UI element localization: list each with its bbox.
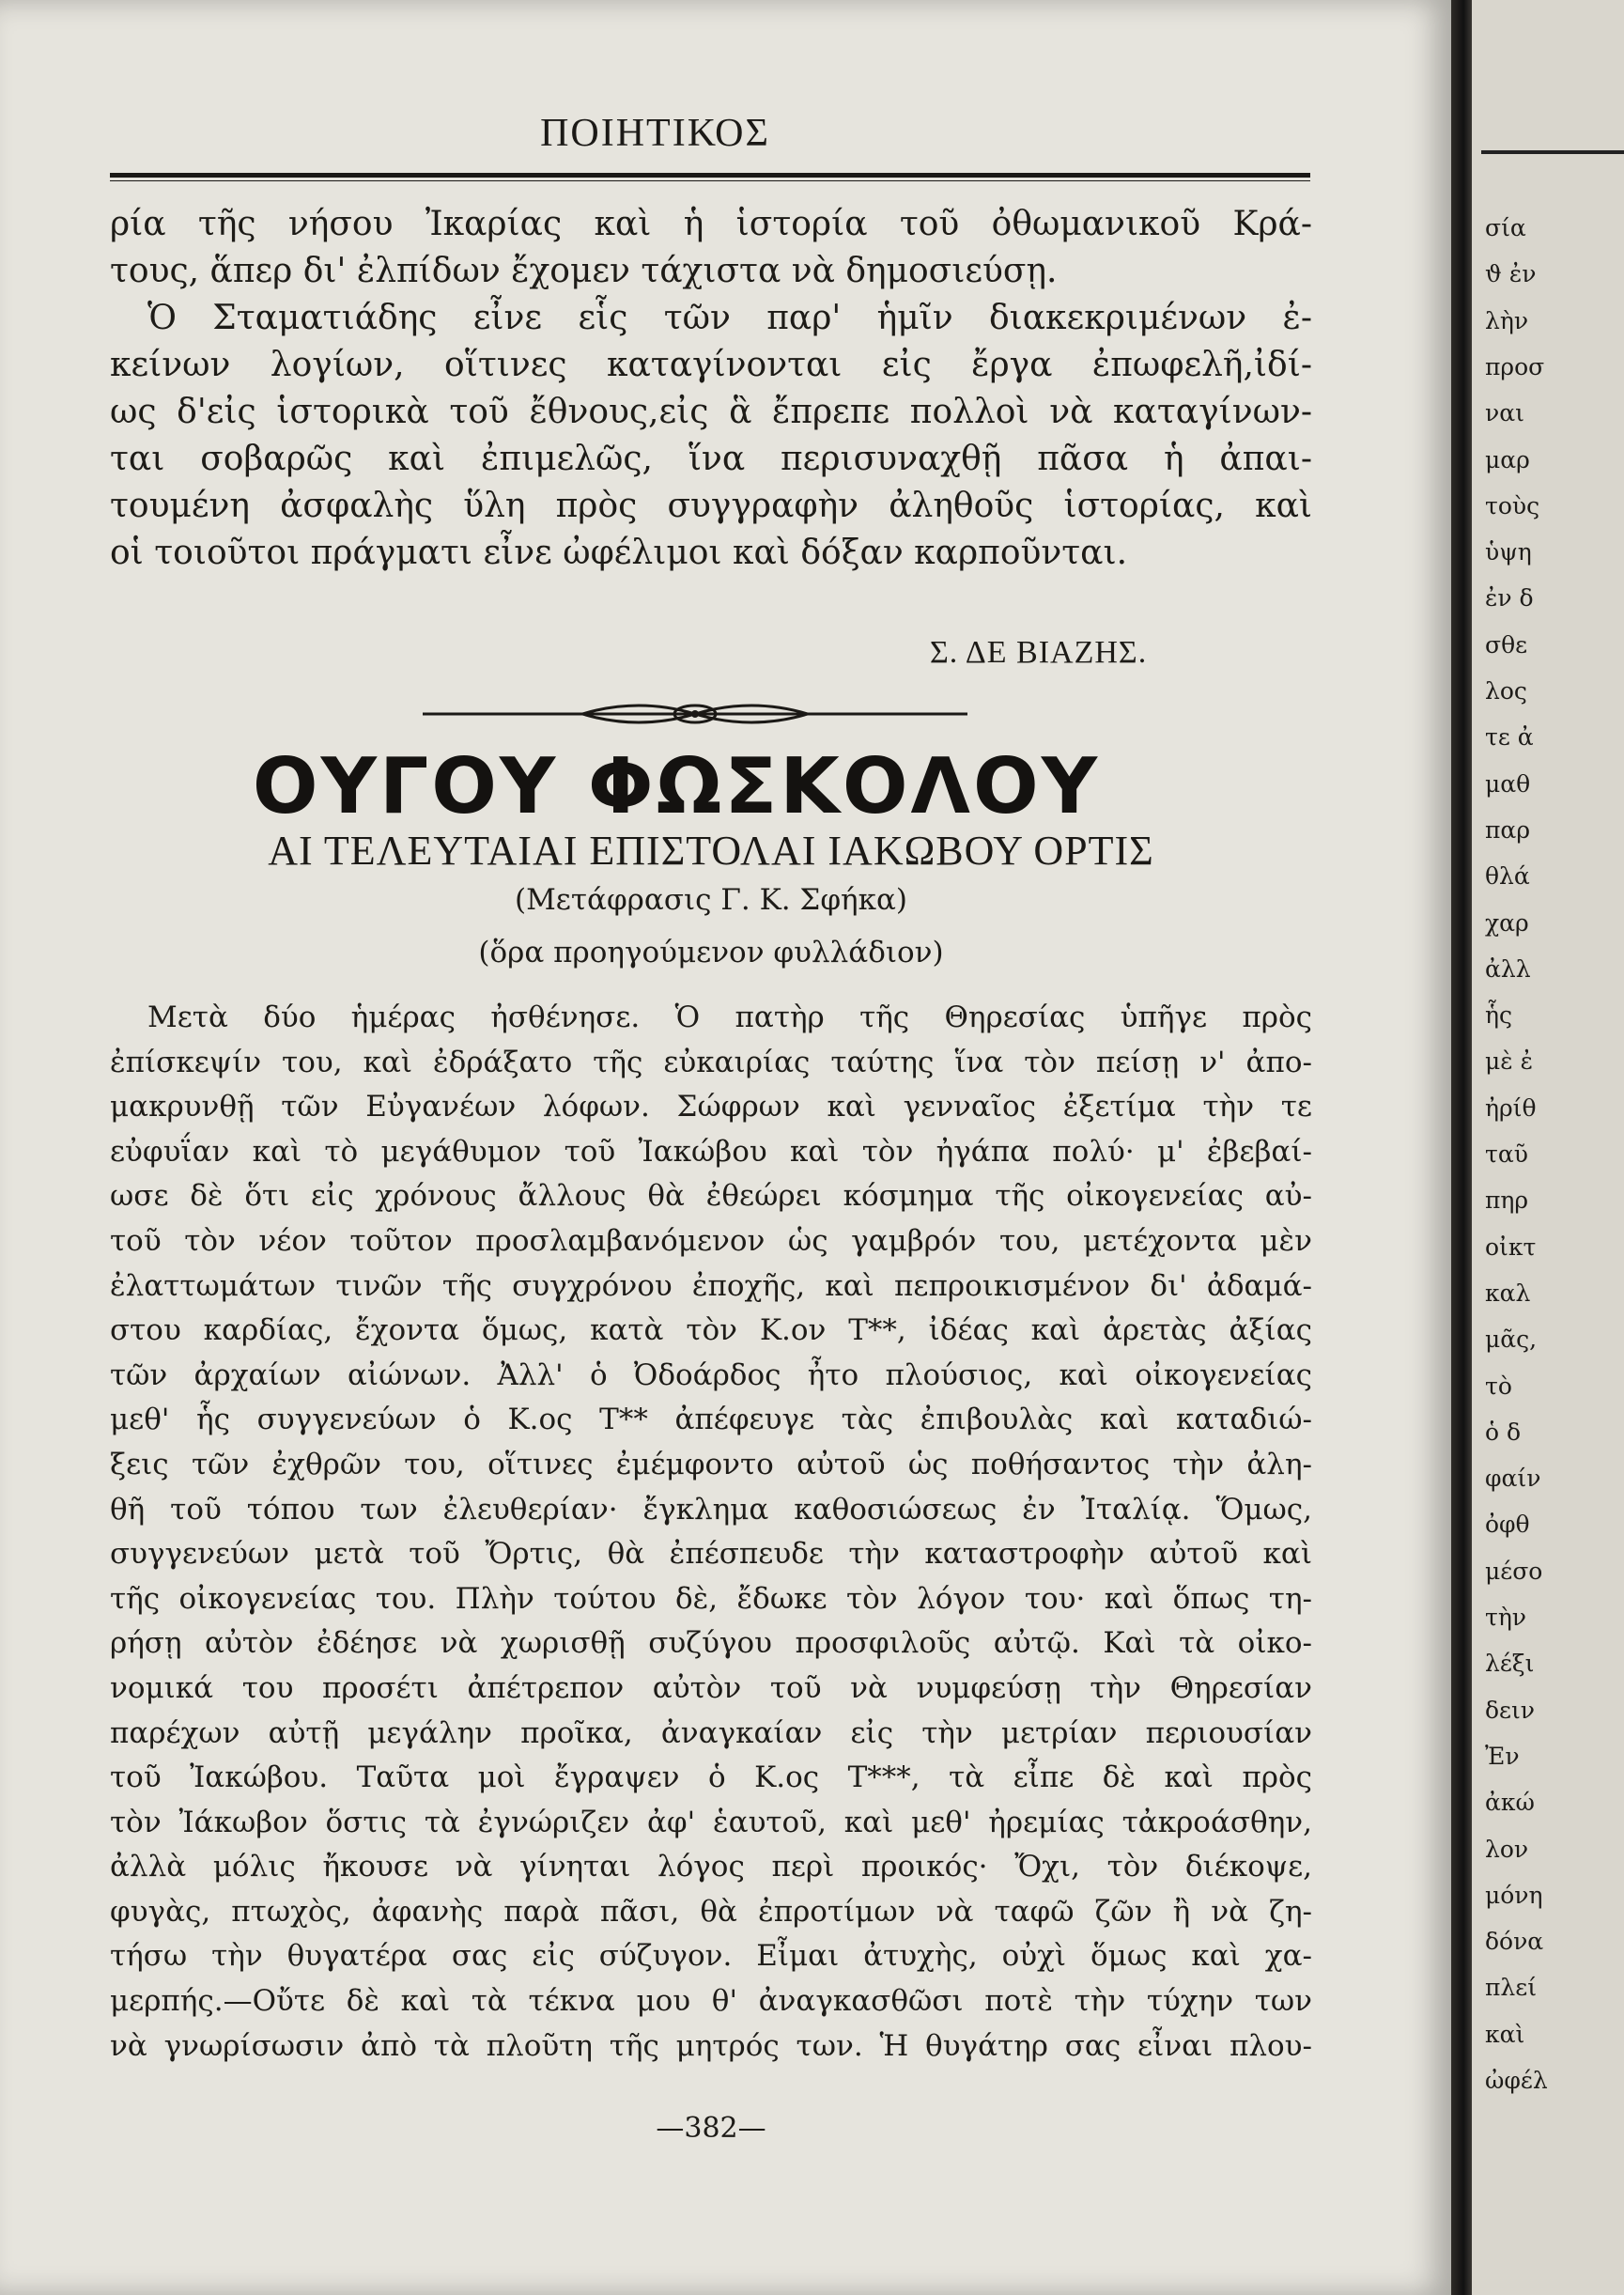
facing-page-fragment: λον (1485, 1835, 1529, 1863)
facing-page-fragment: ἀκώ (1485, 1789, 1535, 1817)
facing-page-fragment: ὀφθ (1485, 1511, 1530, 1539)
article-body (110, 996, 1312, 2069)
facing-page-fragment: ταῦ (1485, 1140, 1528, 1168)
facing-page-fragment: λέξι (1485, 1650, 1535, 1678)
facing-page-fragment: δόνα (1485, 1928, 1544, 1956)
author-signature: Σ. ΔΕ ΒΙΑΖΗΣ. (930, 635, 1148, 670)
text-line: εὐφυΐαν καὶ τὸ μεγάθυμον τοῦ Ἰακώβου καὶ τὸν ἠγάπα πολύ· μ' ἐβεβαί- (110, 1134, 1312, 1169)
facing-page-fragment: χαρ (1485, 908, 1529, 937)
text-line: θῆ τοῦ τόπου των ἐλευθερίαν· ἔγκλημα καθοσιώσεως ἐν Ἰταλίᾳ. Ὅμως, (110, 1492, 1312, 1527)
first-paragraph (110, 201, 1312, 577)
facing-page-fragment: δειν (1485, 1696, 1536, 1724)
running-header: ΠΟΙΗΤΙΚΟΣ (540, 112, 770, 155)
article-title: ΟΥΓΟΥ ΦΩΣΚΟΛΟΥ (252, 742, 1101, 831)
facing-page-fragment: ὁ δ (1485, 1418, 1522, 1446)
facing-page-fragment: λος (1485, 677, 1527, 705)
page-number: —382— (656, 2112, 766, 2145)
article-subtitle: ΑΙ ΤΕΛΕΥΤΑΙΑΙ ΕΠΙΣΤΟΛΑΙ ΙΑΚΩΒΟΥ ΟΡΤΙΣ (268, 828, 1154, 874)
text-line: παρέχων αὐτῇ μεγάλην προῖκα, ἀναγκαίαν εἰς τὴν μετρίαν περιουσίαν (110, 1715, 1312, 1750)
facing-page-fragment: μαθ (1485, 769, 1531, 798)
facing-page-fragment: καὶ (1485, 2020, 1525, 2048)
facing-page-fragment: ναι (1485, 399, 1524, 427)
text-line: νομικά του προσέτι ἀπέτρεπον αὐτὸν τοῦ νὰ νυμφεύσῃ τὴν Θηρεσίαν (110, 1670, 1312, 1705)
text-line: νὰ γνωρίσωσιν ἀπὸ τὰ πλοῦτη τῆς μητρός των. Ἡ θυγάτηρ σας εἶναι πλου- (110, 2028, 1312, 2063)
ornament-divider (423, 695, 967, 733)
text-line: ἀλλὰ μόλις ἤκουσε νὰ γίνηται λόγος περὶ προικός· Ὄχι, τὸν διέκοψε, (110, 1850, 1312, 1884)
facing-page-fragment: ὠφέλ (1485, 2067, 1548, 2094)
facing-page-fragment: μόνη (1485, 1881, 1543, 1909)
text-line: ρήσῃ αὐτὸν ἐδέησε νὰ χωρισθῇ συζύγου προσφιλοῦς αὐτῷ. Καὶ τὰ οἰκο- (110, 1626, 1312, 1661)
text-line: κείνων λογίων, οἵτινες καταγίνονται εἰς ἔργα ἐπωφελῆ,ἰδί- (110, 346, 1312, 384)
facing-page-fragment: τὸ (1485, 1372, 1512, 1400)
facing-page-fragment: τε ἀ (1485, 723, 1534, 752)
text-line: ἐλαττωμάτων τινῶν τῆς συγχρόνου ἐποχῆς, καὶ πεπροικισμένον δι' ἀδαμά- (110, 1268, 1312, 1303)
text-line: μακρυνθῇ τῶν Εὐγανέων λόφων. Σώφρων καὶ γενναῖος ἐξετίμα τὴν τε (110, 1090, 1312, 1124)
facing-page-fragment: παρ (1485, 815, 1531, 844)
text-line: ξεις τῶν ἐχθρῶν του, οἵτινες ἐμέμφοντο αὐτοῦ ὡς ποθήσαντος τὴν ἀλη- (110, 1447, 1312, 1481)
text-line: ται σοβαρῶς καὶ ἐπιμελῶς, ἵνα περισυναχθῇ πᾶσα ἡ ἀπαι- (110, 440, 1312, 478)
facing-page-fragment: σία (1485, 214, 1526, 241)
text-line: τοῦ τὸν νέον τοῦτον προσλαμβανόμενον ὡς γαμβρόν του, μετέχοντα μὲν (110, 1223, 1312, 1258)
facing-page-fragment: φαίν (1485, 1465, 1541, 1493)
text-line: μεθ' ἧς συγγενεύων ὁ Κ.ος Τ** ἀπέφευγε τὰς ἐπιβουλὰς καὶ καταδιώ- (110, 1403, 1312, 1437)
facing-page-fragment: καλ (1485, 1279, 1531, 1307)
facing-page-rule (1481, 150, 1624, 154)
facing-page-fragment: ὑψη (1485, 538, 1532, 566)
text-line: τους, ἅπερ δι' ἐλπίδων ἔχομεν τάχιστα νὰ δημοσιεύσῃ. (110, 252, 1058, 290)
facing-page-fragment: θλά (1485, 862, 1530, 891)
facing-page-fragment: πλεί (1485, 1974, 1538, 2002)
text-line: ωσε δὲ ὅτι εἰς χρόνους ἄλλους θὰ ἐθεώρει κόσμημα τῆς οἰκογενείας αὐ- (110, 1179, 1312, 1214)
facing-page-fragment: ἠρίθ (1485, 1093, 1537, 1122)
facing-page-fragment: μᾶς, (1485, 1326, 1538, 1354)
facing-page-fragment: προσ (1485, 352, 1545, 380)
translation-note: (Μετάφρασις Γ. Κ. Σφήκα) (514, 883, 908, 917)
facing-page-fragment: ἧς (1485, 1001, 1512, 1030)
see-previous-note: (ὅρα προηγούμενον φυλλάδιον) (478, 936, 944, 969)
text-line: στου καρδίας, ἔχοντα ὅμως, κατὰ τὸν Κ.ον Τ**, ἰδέας καὶ ἀρετὰς ἀξίας (110, 1313, 1312, 1348)
facing-page-fragment: μέσο (1485, 1557, 1543, 1585)
facing-page-fragment: σθε (1485, 630, 1528, 659)
facing-page-fragment: ἐν δ (1485, 584, 1534, 613)
facing-page-fragment: πηρ (1485, 1186, 1529, 1215)
facing-page-fragment: μὲ ἐ (1485, 1047, 1534, 1076)
text-line: τῶν ἀρχαίων αἰώνων. Ἀλλ' ὁ Ὀδοάρδος ἦτο πλούσιος, καὶ οἰκογενείας (110, 1357, 1312, 1392)
header-rule (110, 173, 1310, 178)
text-line: ως δ'εἰς ἱστορικὰ τοῦ ἔθνους,εἰς ἃ ἔπρεπε πολλοὶ νὰ καταγίνων- (110, 393, 1312, 431)
text-line: Μετὰ δύο ἡμέρας ἠσθένησε. Ὁ πατὴρ τῆς Θηρεσίας ὑπῆγε πρὸς (147, 1000, 1312, 1034)
text-line: τήσω τὴν θυγατέρα σας εἰς σύζυγον. Εἶμαι ἀτυχὴς, οὐχὶ ὅμως καὶ χα- (110, 1939, 1312, 1974)
text-line: Ὁ Σταματιάδης εἶνε εἷς τῶν παρ' ἡμῖν διακεκριμένων ἐ- (147, 299, 1312, 337)
text-line: μερπής.—Οὔτε δὲ καὶ τὰ τέκνα μου θ' ἀναγκασθῶσι ποτὲ τὴν τύχην των (110, 1984, 1312, 2019)
text-line: τοῦ Ἰακώβου. Ταῦτα μοὶ ἔγραψεν ὁ Κ.ος Τ***, τὰ εἶπε δὲ καὶ πρὸς (110, 1760, 1312, 1795)
facing-page-fragment: τὴν (1485, 1604, 1527, 1631)
facing-page-fragment: τοὺς (1485, 491, 1540, 519)
text-line: τουμένη ἀσφαλὴς ὕλη πρὸς συγγραφὴν ἀληθοῦς ἱστορίας, καὶ (110, 487, 1312, 525)
text-line: φυγὰς, πτωχὸς, ἀφανὴς παρὰ πᾶσι, θὰ ἐπροτίμων νὰ ταφῶ ζῶν ἢ νὰ ζη- (110, 1894, 1312, 1929)
facing-page-fragment: ἀλλ (1485, 954, 1531, 983)
text-line: τὸν Ἰάκωβον ὅστις τὰ ἐγνώριζεν ἀφ' ἑαυτοῦ, καὶ μεθ' ἠρεμίας τἀκροάσθην, (110, 1805, 1312, 1839)
text-line: τῆς οἰκογενείας του. Πλὴν τούτου δὲ, ἔδωκε τὸν λόγον του· καὶ ὅπως τη- (110, 1581, 1312, 1616)
text-line: συγγενεύων μετὰ τοῦ Ὄρτις, θὰ ἐπέσπευδε τὴν καταστροφὴν αὐτοῦ καὶ (110, 1537, 1312, 1572)
book-gutter (1451, 0, 1472, 2295)
facing-page-fragment: λὴν (1485, 306, 1529, 334)
text-line: οἱ τοιοῦτοι πράγματι εἶνε ὠφέλιμοι καὶ δόξαν καρποῦνται. (110, 534, 1128, 572)
text-line: ἐπίσκεψίν του, καὶ ἐδράξατο τῆς εὐκαιρίας ταύτης ἵνα τὸν πείσῃ ν' ἀπο- (110, 1045, 1312, 1079)
facing-page-fragment: μαρ (1485, 445, 1530, 473)
facing-page-fragment: ϑ ἐν (1485, 260, 1537, 288)
facing-page (1472, 0, 1624, 2295)
text-line: ρία τῆς νήσου Ἰκαρίας καὶ ἡ ἱστορία τοῦ ὀθωμανικοῦ Κρά- (110, 205, 1312, 243)
facing-page-fragment: Ἐν (1485, 1742, 1520, 1770)
header-rule-thin (110, 180, 1310, 181)
facing-page-fragment: οἰκτ (1485, 1233, 1537, 1261)
